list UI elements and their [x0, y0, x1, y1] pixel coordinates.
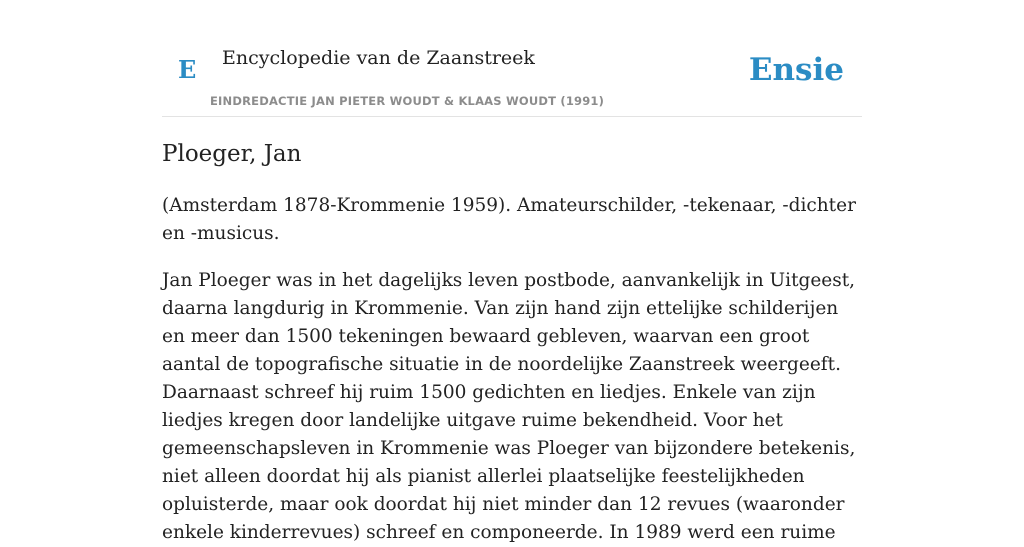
article-body: Jan Ploeger was in het dagelijks leven postbode, aanvankelijk in Uitgeest, daarna langdurig in Krommenie. Van zijn hand zijn ettelijke schilderijen en meer dan 1500 tekeningen bewaard gebleven, waarvan een groot aantal de topografische situatie in de noordelijke Zaanstreek weergeeft. Daarnaast schreef hij ruim 1500 gedichten en liedjes. Enkele van zijn liedjes kregen door landelijke uitgave ruime bekendheid. Voor het gemeenschapsleven in Krommenie was Ploeger van bijzondere betekenis, niet alleen doordat hij als pianist allerlei plaatselijke feestelijkheden opluisterde, maar ook doordat hij niet minder dan 12 revues (waaronder enkele kinderrevues) schreef en componeerde. In 1989 werd een ruime [162, 270, 856, 543]
article [162, 138, 862, 547]
site-logo-icon[interactable]: E [178, 55, 197, 84]
site-header [162, 0, 862, 117]
ensie-logo-link[interactable]: Ensie [748, 52, 844, 88]
site-title-link[interactable]: Encyclopedie van de Zaanstreek [222, 47, 535, 69]
article-title: Ploeger, Jan [162, 141, 302, 167]
site-subtitle: EINDREDACTIE JAN PIETER WOUDT & KLAAS WOUDT (1991) [210, 94, 605, 108]
article-intro: (Amsterdam 1878-Krommenie 1959). Amateurschilder, -tekenaar, -dichter en -musicus. [162, 195, 856, 244]
